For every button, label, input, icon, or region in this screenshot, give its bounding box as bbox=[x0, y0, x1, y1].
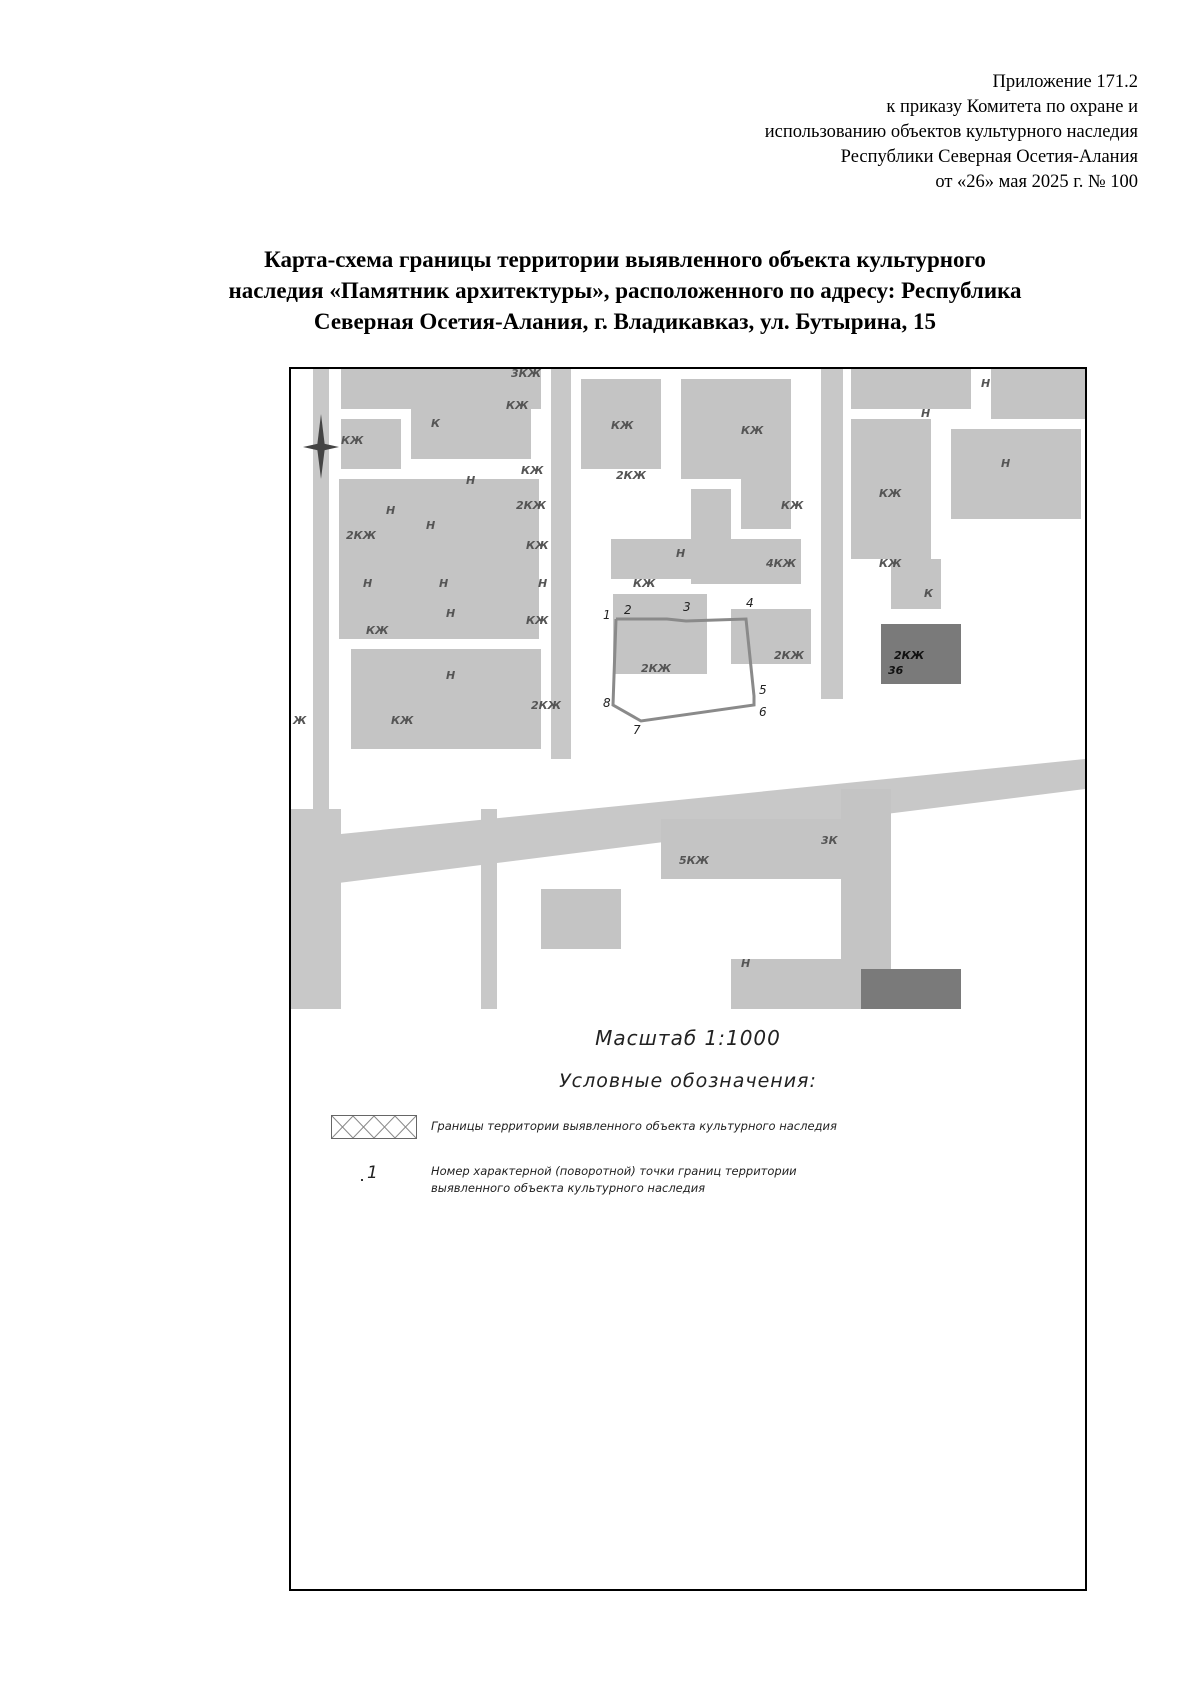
boundary-point: 6 bbox=[759, 705, 767, 719]
building bbox=[951, 429, 1081, 519]
map-label: 2КЖ bbox=[531, 699, 562, 712]
map-label: КЖ bbox=[366, 624, 389, 637]
road-right-vertical bbox=[821, 369, 843, 699]
map-label: К bbox=[924, 587, 933, 600]
map-label: 3К bbox=[821, 834, 838, 847]
title-line-3: Северная Осетия-Алания, г. Владикавказ, ул. Бутырина, 15 bbox=[313, 309, 937, 334]
map-label: КЖ bbox=[526, 539, 549, 552]
building-blocks bbox=[339, 369, 1085, 1009]
map-label: 2КЖ bbox=[346, 529, 377, 542]
boundary-point: 8 bbox=[603, 696, 611, 710]
map-label: КЖ bbox=[341, 434, 364, 447]
map-label: 4КЖ bbox=[766, 557, 797, 570]
document-title bbox=[100, 244, 1150, 337]
map-label: 36 bbox=[888, 664, 904, 677]
boundary-point: 2 bbox=[624, 603, 632, 617]
map-label: КЖ bbox=[526, 614, 549, 627]
legend-point-dot bbox=[361, 1179, 363, 1181]
boundary-point: 5 bbox=[759, 683, 767, 697]
map-label: Н bbox=[921, 407, 931, 420]
building bbox=[681, 379, 791, 479]
map-scale: Масштаб 1:1000 bbox=[595, 1026, 781, 1050]
map-label: 2КЖ bbox=[516, 499, 547, 512]
map-label: Н bbox=[363, 577, 373, 590]
legend-boundary-text: Границы территории выявленного объекта культурного наследия bbox=[431, 1119, 837, 1133]
road-lower-middle bbox=[481, 809, 497, 1009]
map-label: 2КЖ bbox=[616, 469, 647, 482]
map-label: КЖ bbox=[879, 487, 902, 500]
legend-point-text bbox=[431, 1163, 797, 1197]
dark-building bbox=[861, 969, 961, 1009]
map-label: Н bbox=[446, 669, 456, 682]
north-arrow-icon bbox=[303, 414, 339, 479]
map-label: КЖ bbox=[506, 399, 529, 412]
map-label: КЖ bbox=[879, 557, 902, 570]
boundary-point: 7 bbox=[633, 723, 641, 737]
map-label: КЖ bbox=[391, 714, 414, 727]
building bbox=[541, 889, 621, 949]
building bbox=[851, 369, 971, 409]
legend-title: Условные обозначения: bbox=[559, 1070, 817, 1092]
header-committee: использованию объектов культурного наследия bbox=[764, 122, 1138, 142]
map-label: Н bbox=[676, 547, 686, 560]
map-label: Н bbox=[741, 957, 751, 970]
map-label: Н bbox=[446, 607, 456, 620]
map-label: Н bbox=[426, 519, 436, 532]
map-label: Н bbox=[439, 577, 449, 590]
map-label: 5КЖ bbox=[679, 854, 710, 867]
title-line-1: Карта-схема границы территории выявленного объекта культурного bbox=[264, 247, 986, 272]
title-line-2: наследия «Памятник архитектуры», расположенного по адресу: Республика bbox=[228, 278, 1022, 303]
map-drawing bbox=[291, 369, 1085, 1019]
header-order: к приказу Комитета по охране и bbox=[886, 97, 1138, 117]
map-label: Н bbox=[386, 504, 396, 517]
legend-point-line-2: выявленного объекта культурного наследия bbox=[431, 1181, 706, 1195]
boundary-point: 4 bbox=[746, 596, 754, 610]
map-label: Н bbox=[981, 377, 991, 390]
building bbox=[731, 959, 871, 1009]
building bbox=[351, 649, 541, 749]
map-frame bbox=[289, 367, 1087, 1591]
map-label: КЖ bbox=[781, 499, 804, 512]
building bbox=[991, 369, 1085, 419]
map-label: 3КЖ bbox=[511, 369, 542, 380]
map-label: КЖ bbox=[633, 577, 656, 590]
boundary-point: 3 bbox=[683, 600, 691, 614]
map-label: КЖ bbox=[521, 464, 544, 477]
map-label: Н bbox=[1001, 457, 1011, 470]
map-label: КЖ bbox=[611, 419, 634, 432]
map-label: Ж bbox=[293, 714, 307, 727]
legend-boundary-swatch bbox=[331, 1115, 417, 1139]
map-label: Н bbox=[466, 474, 476, 487]
map-label: 2КЖ bbox=[641, 662, 672, 675]
building bbox=[339, 479, 539, 639]
boundary-point: 1 bbox=[603, 608, 611, 622]
header-republic: Республики Северная Осетия-Алания bbox=[840, 147, 1138, 167]
map-label: К bbox=[431, 417, 440, 430]
map-label: Н bbox=[538, 577, 548, 590]
building bbox=[411, 409, 531, 459]
legend-point-line-1: Номер характерной (поворотной) точки границ территории bbox=[431, 1164, 797, 1178]
road-lower-left bbox=[291, 809, 341, 1009]
header-date: от «26» мая 2025 г. № 100 bbox=[935, 172, 1138, 192]
document-header bbox=[765, 70, 1138, 195]
header-appendix: Приложение 171.2 bbox=[992, 72, 1138, 92]
map-label: КЖ bbox=[741, 424, 764, 437]
map-label: 2КЖ bbox=[894, 649, 925, 662]
legend-point-number: 1 bbox=[367, 1163, 378, 1183]
map-label: 2КЖ bbox=[774, 649, 805, 662]
